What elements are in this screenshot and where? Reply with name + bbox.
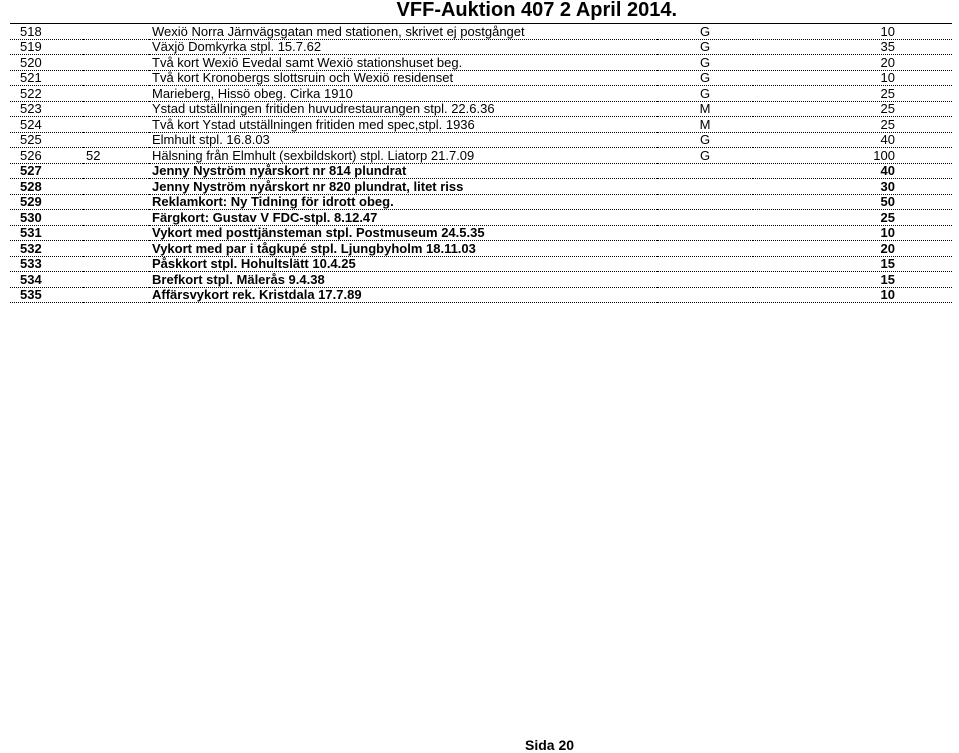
lot-reference xyxy=(83,194,149,210)
lot-description: Vykort med posttjänsteman stpl. Postmuseum 24.5.35 xyxy=(149,225,657,241)
lot-price: 25 xyxy=(753,117,952,133)
lot-number: 530 xyxy=(10,210,83,226)
lot-price: 15 xyxy=(753,272,952,288)
lot-description: Två kort Wexiö Evedal samt Wexiö stationshuset beg. xyxy=(149,55,657,71)
lot-price: 20 xyxy=(753,55,952,71)
lot-number: 519 xyxy=(10,39,83,55)
lot-condition: G xyxy=(657,39,753,55)
lot-price: 15 xyxy=(753,256,952,272)
lot-number: 522 xyxy=(10,86,83,102)
lot-reference: 52 xyxy=(83,148,149,164)
lot-condition: G xyxy=(657,148,753,164)
lot-condition xyxy=(657,179,753,195)
lot-reference xyxy=(83,24,149,40)
lot-number: 528 xyxy=(10,179,83,195)
lot-reference xyxy=(83,70,149,86)
lot-reference xyxy=(83,241,149,257)
table-row xyxy=(10,272,952,288)
lot-reference xyxy=(83,225,149,241)
lot-condition xyxy=(657,210,753,226)
lot-table xyxy=(10,23,952,303)
lot-number: 533 xyxy=(10,256,83,272)
lot-condition: G xyxy=(657,24,753,40)
lot-reference xyxy=(83,86,149,102)
lot-description: Marieberg, Hissö obeg. Cirka 1910 xyxy=(149,86,657,102)
lot-number: 518 xyxy=(10,24,83,40)
table-row xyxy=(10,194,952,210)
lot-number: 534 xyxy=(10,272,83,288)
lot-price: 30 xyxy=(753,179,952,195)
lot-reference xyxy=(83,55,149,71)
lot-reference xyxy=(83,101,149,117)
lot-condition: M xyxy=(657,101,753,117)
lot-description: Vykort med par i tågkupé stpl. Ljungbyholm 18.11.03 xyxy=(149,241,657,257)
lot-description: Jenny Nyström nyårskort nr 820 plundrat, litet riss xyxy=(149,179,657,195)
lot-price: 25 xyxy=(753,86,952,102)
lot-number: 525 xyxy=(10,132,83,148)
lot-description: Färgkort: Gustav V FDC-stpl. 8.12.47 xyxy=(149,210,657,226)
page-number: Sida 20 xyxy=(525,737,575,753)
table-row xyxy=(10,55,952,71)
lot-price: 25 xyxy=(753,210,952,226)
lot-description: Elmhult stpl. 16.8.03 xyxy=(149,132,657,148)
lot-condition xyxy=(657,225,753,241)
lot-condition: G xyxy=(657,86,753,102)
lot-number: 535 xyxy=(10,287,83,303)
lot-price: 10 xyxy=(753,287,952,303)
lot-reference xyxy=(83,256,149,272)
lot-number: 532 xyxy=(10,241,83,257)
lot-price: 100 xyxy=(753,148,952,164)
lot-condition: G xyxy=(657,70,753,86)
lot-description: Ystad utställningen fritiden huvudrestaurangen stpl. 22.6.36 xyxy=(149,101,657,117)
lot-reference xyxy=(83,179,149,195)
table-row xyxy=(10,86,952,102)
lot-description: Två kort Ystad utställningen fritiden med spec,stpl. 1936 xyxy=(149,117,657,133)
lot-condition: M xyxy=(657,117,753,133)
table-row xyxy=(10,163,952,179)
lot-condition xyxy=(657,287,753,303)
lot-price: 40 xyxy=(753,163,952,179)
table-row xyxy=(10,132,952,148)
lot-description: Jenny Nyström nyårskort nr 814 plundrat xyxy=(149,163,657,179)
table-row xyxy=(10,39,952,55)
lot-price: 10 xyxy=(753,225,952,241)
page-title: VFF-Auktion 407 2 April 2014. xyxy=(396,0,677,21)
table-row xyxy=(10,179,952,195)
lot-description: Brefkort stpl. Mälerås 9.4.38 xyxy=(149,272,657,288)
table-row xyxy=(10,287,952,303)
lot-number: 526 xyxy=(10,148,83,164)
lot-condition: G xyxy=(657,55,753,71)
lot-price: 20 xyxy=(753,241,952,257)
lot-price: 10 xyxy=(753,24,952,40)
table-row xyxy=(10,24,952,40)
lot-condition xyxy=(657,163,753,179)
lot-number: 531 xyxy=(10,225,83,241)
lot-number: 529 xyxy=(10,194,83,210)
lot-price: 35 xyxy=(753,39,952,55)
lot-number: 521 xyxy=(10,70,83,86)
lot-description: Två kort Kronobergs slottsruin och Wexiö residenset xyxy=(149,70,657,86)
table-row xyxy=(10,70,952,86)
lot-condition xyxy=(657,241,753,257)
table-row xyxy=(10,225,952,241)
lot-description: Reklamkort: Ny Tidning för idrott obeg. xyxy=(149,194,657,210)
lot-reference xyxy=(83,163,149,179)
table-row xyxy=(10,210,952,226)
lot-description: Påskkort stpl. Hohultslätt 10.4.25 xyxy=(149,256,657,272)
lot-number: 527 xyxy=(10,163,83,179)
lot-reference xyxy=(83,287,149,303)
lot-number: 524 xyxy=(10,117,83,133)
lot-reference xyxy=(83,132,149,148)
lot-description: Wexiö Norra Järnvägsgatan med stationen, skrivet ej postgånget xyxy=(149,24,657,40)
table-row xyxy=(10,101,952,117)
lot-condition xyxy=(657,272,753,288)
table-row xyxy=(10,148,952,164)
lot-number: 520 xyxy=(10,55,83,71)
lot-price: 25 xyxy=(753,101,952,117)
lot-number: 523 xyxy=(10,101,83,117)
lot-reference xyxy=(83,272,149,288)
lot-condition xyxy=(657,194,753,210)
lot-condition xyxy=(657,256,753,272)
lot-description: Hälsning från Elmhult (sexbildskort) stpl. Liatorp 21.7.09 xyxy=(149,148,657,164)
table-row xyxy=(10,241,952,257)
lot-reference xyxy=(83,39,149,55)
lot-description: Affärsvykort rek. Kristdala 17.7.89 xyxy=(149,287,657,303)
lot-reference xyxy=(83,210,149,226)
lot-price: 40 xyxy=(753,132,952,148)
table-row xyxy=(10,256,952,272)
lot-condition: G xyxy=(657,132,753,148)
lot-description: Växjö Domkyrka stpl. 15.7.62 xyxy=(149,39,657,55)
lot-list xyxy=(10,24,952,303)
table-row xyxy=(10,117,952,133)
lot-reference xyxy=(83,117,149,133)
lot-price: 10 xyxy=(753,70,952,86)
lot-price: 50 xyxy=(753,194,952,210)
